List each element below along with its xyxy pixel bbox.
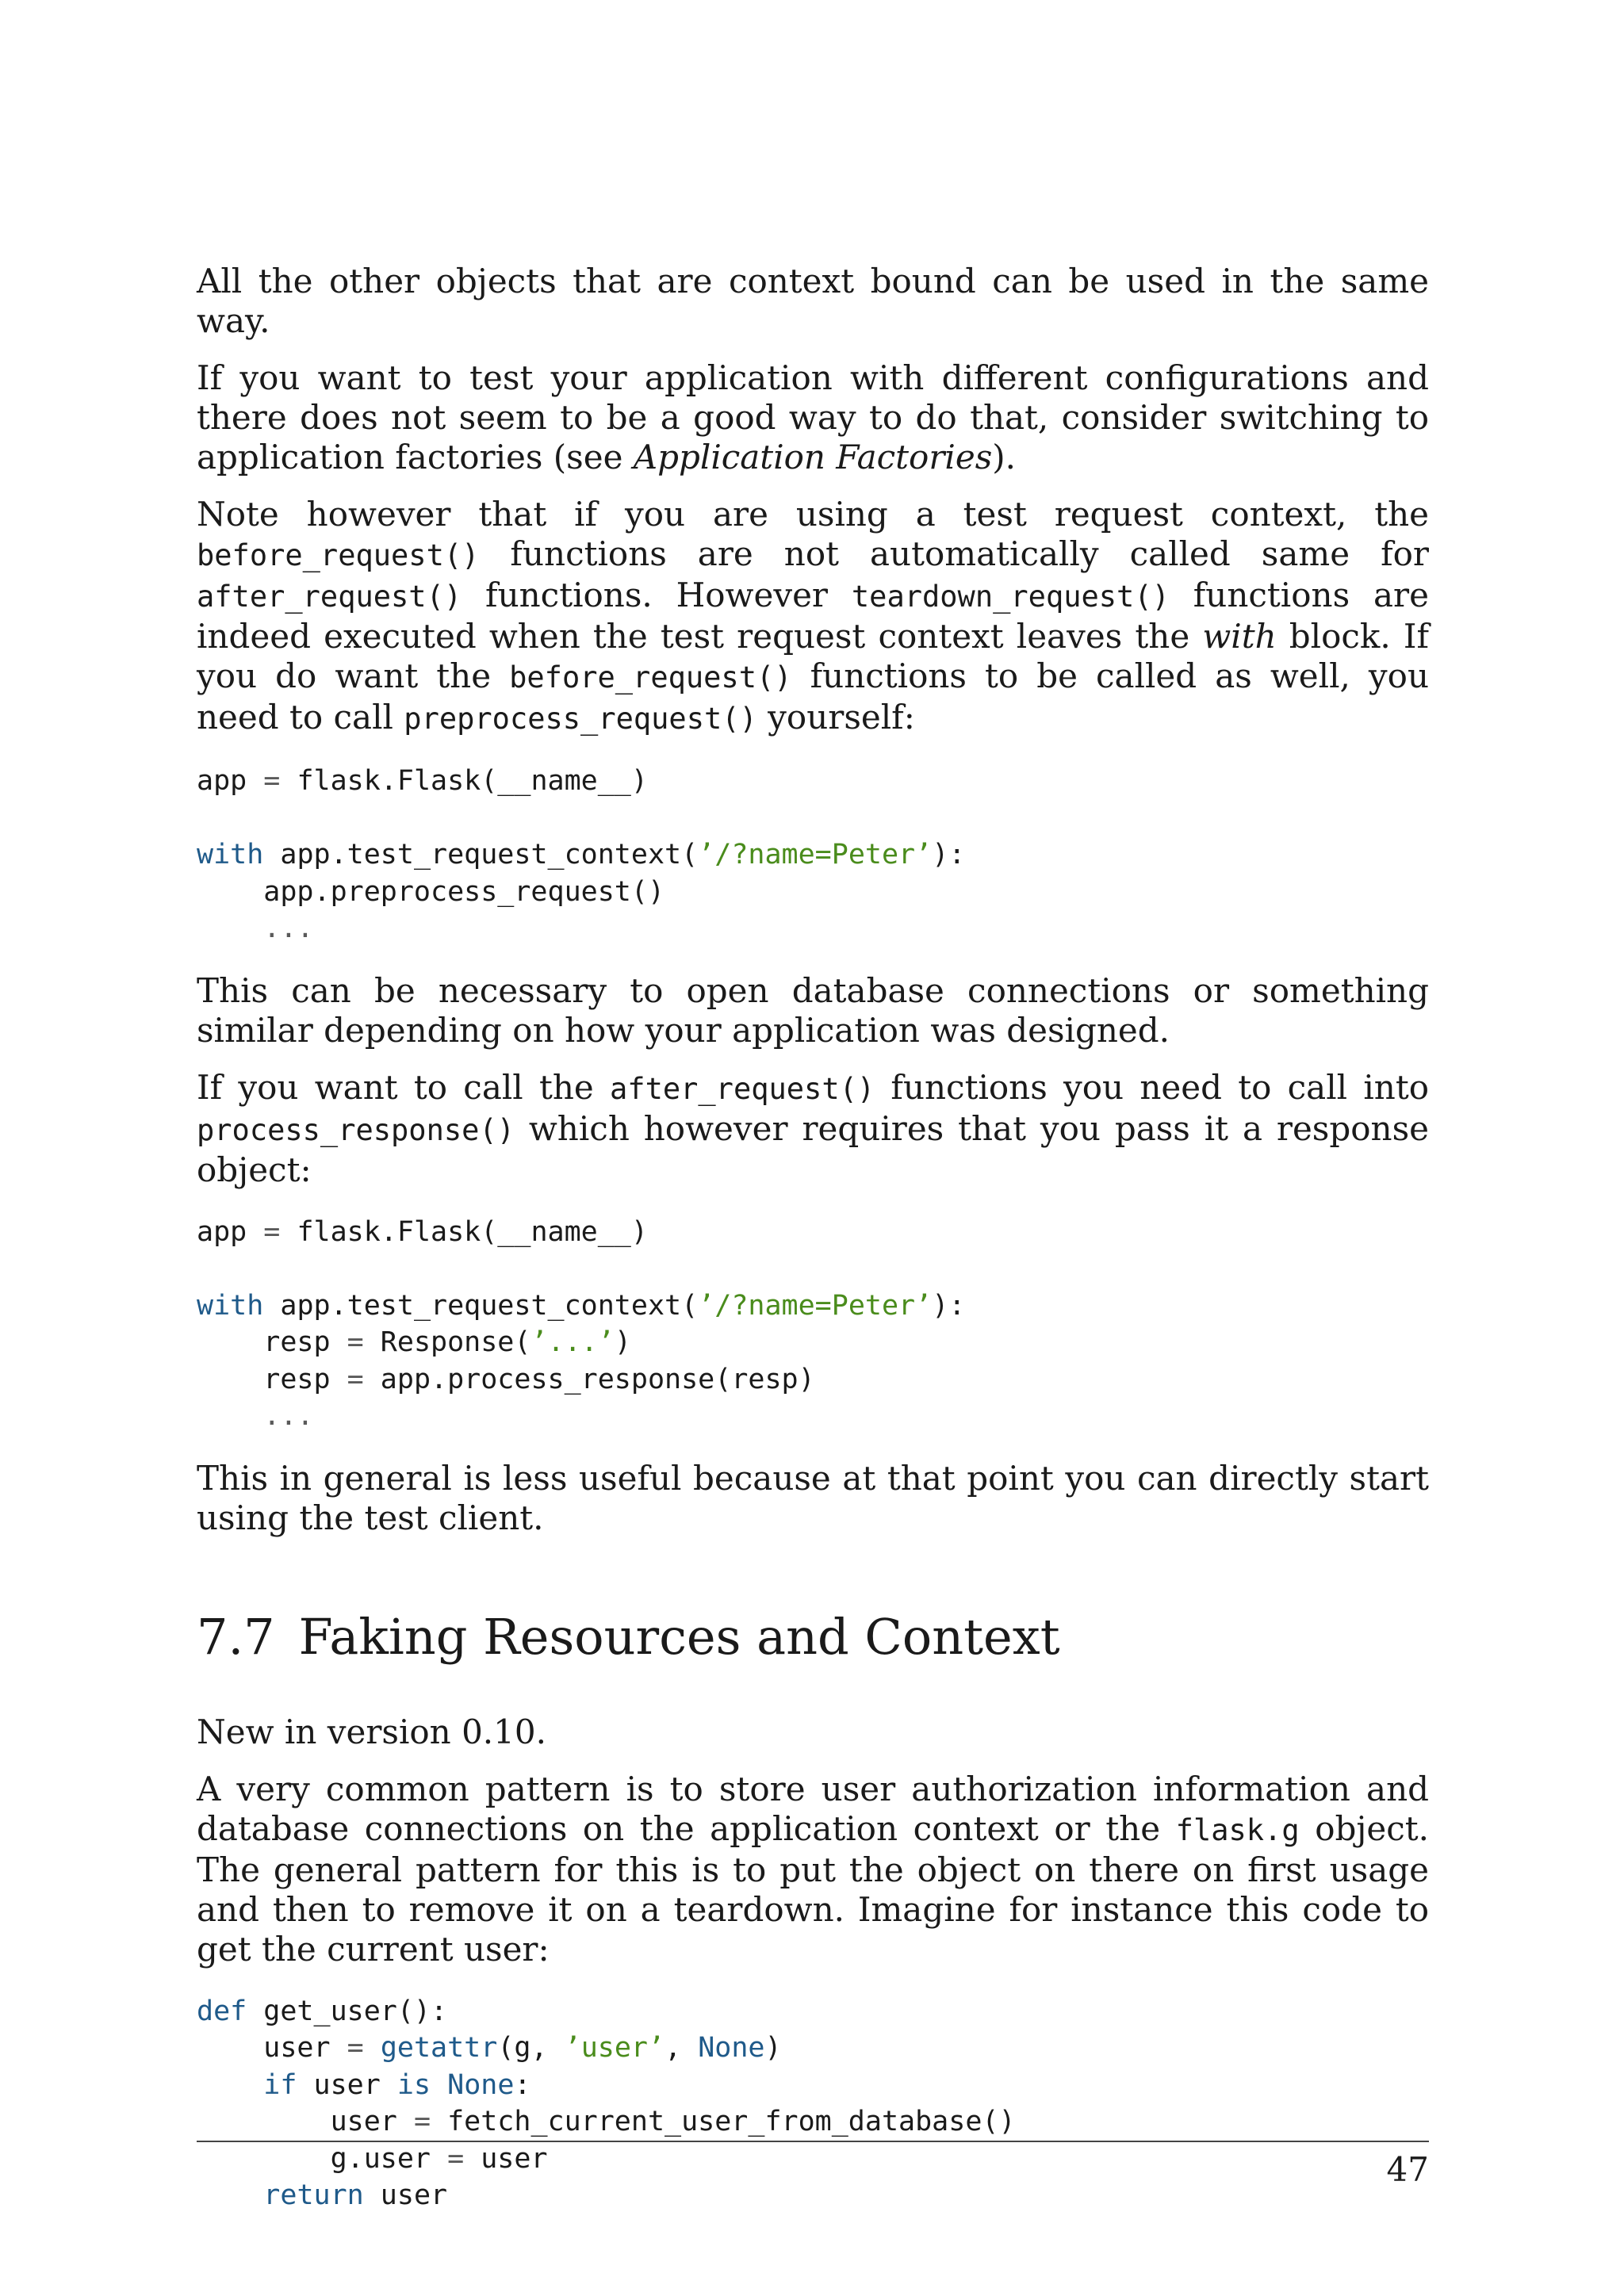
application-factories-link[interactable]: Application Factories: [633, 438, 993, 476]
paragraph: If you want to test your application with different configurations and there does not seem to be a good way to do that, consider switching to application factories (see Application Factories).: [197, 358, 1429, 476]
page-body: [197, 262, 1429, 2238]
footer-divider: [197, 2141, 1429, 2142]
code-block: app = flask.Flask(__name__) with app.test_request_context(’/?name=Peter’): app.preprocess_request() ...: [197, 765, 966, 944]
emphasis: with: [1202, 617, 1277, 656]
inline-code: preprocess_request(): [404, 702, 757, 736]
section-heading: [197, 1609, 1429, 1665]
inline-code: before_request(): [509, 660, 792, 695]
code-block: app = flask.Flask(__name__) with app.test_request_context(’/?name=Peter’): resp = Response(’...’) resp = app.process_response(resp) ...: [197, 1215, 966, 1432]
section-number: 7.7: [197, 1607, 275, 1666]
inline-code: after_request(): [610, 1071, 875, 1106]
paragraph: If you want to call the after_request() functions you need to call into process_response() which however requires that you pass it a response object:: [197, 1067, 1429, 1189]
paragraph: All the other objects that are context bound can be used in the same way.: [197, 262, 1429, 340]
paragraph: This in general is less useful because at that point you can directly start using the test client.: [197, 1458, 1429, 1537]
inline-code: teardown_request(): [851, 580, 1170, 614]
inline-code: flask.g: [1175, 1812, 1300, 1847]
paragraph: Note however that if you are using a test request context, the before_request() functions are not automatically called same for after_request() functions. However teardown_request() functions are indeed executed when the test request context leaves the with block. If you do want the before_request() functions to be called as well, you need to call preprocess_request() yourself:: [197, 495, 1430, 737]
paragraph: New in version 0.10.: [197, 1712, 546, 1751]
paragraph: This can be necessary to open database connections or something similar depending on how your application was designed.: [197, 970, 1429, 1050]
inline-code: after_request(): [197, 580, 462, 614]
page-number: 47: [1386, 2150, 1429, 2189]
inline-code: process_response(): [197, 1112, 515, 1147]
code-block: def get_user(): user = getattr(g, ’user’, None) if user is None: user = fetch_current_user_from_database() g.user = user return user: [197, 1995, 1016, 2211]
paragraph: A very common pattern is to store user authorization information and database connections on the application context or the flask.g object. The general pattern for this is to put the object on there on first usage and then to remove it on a teardown. Imagine for instance this code to get the current user:: [197, 1769, 1429, 1969]
inline-code: before_request(): [197, 538, 480, 572]
section-title: Faking Resources and Context: [298, 1607, 1060, 1666]
